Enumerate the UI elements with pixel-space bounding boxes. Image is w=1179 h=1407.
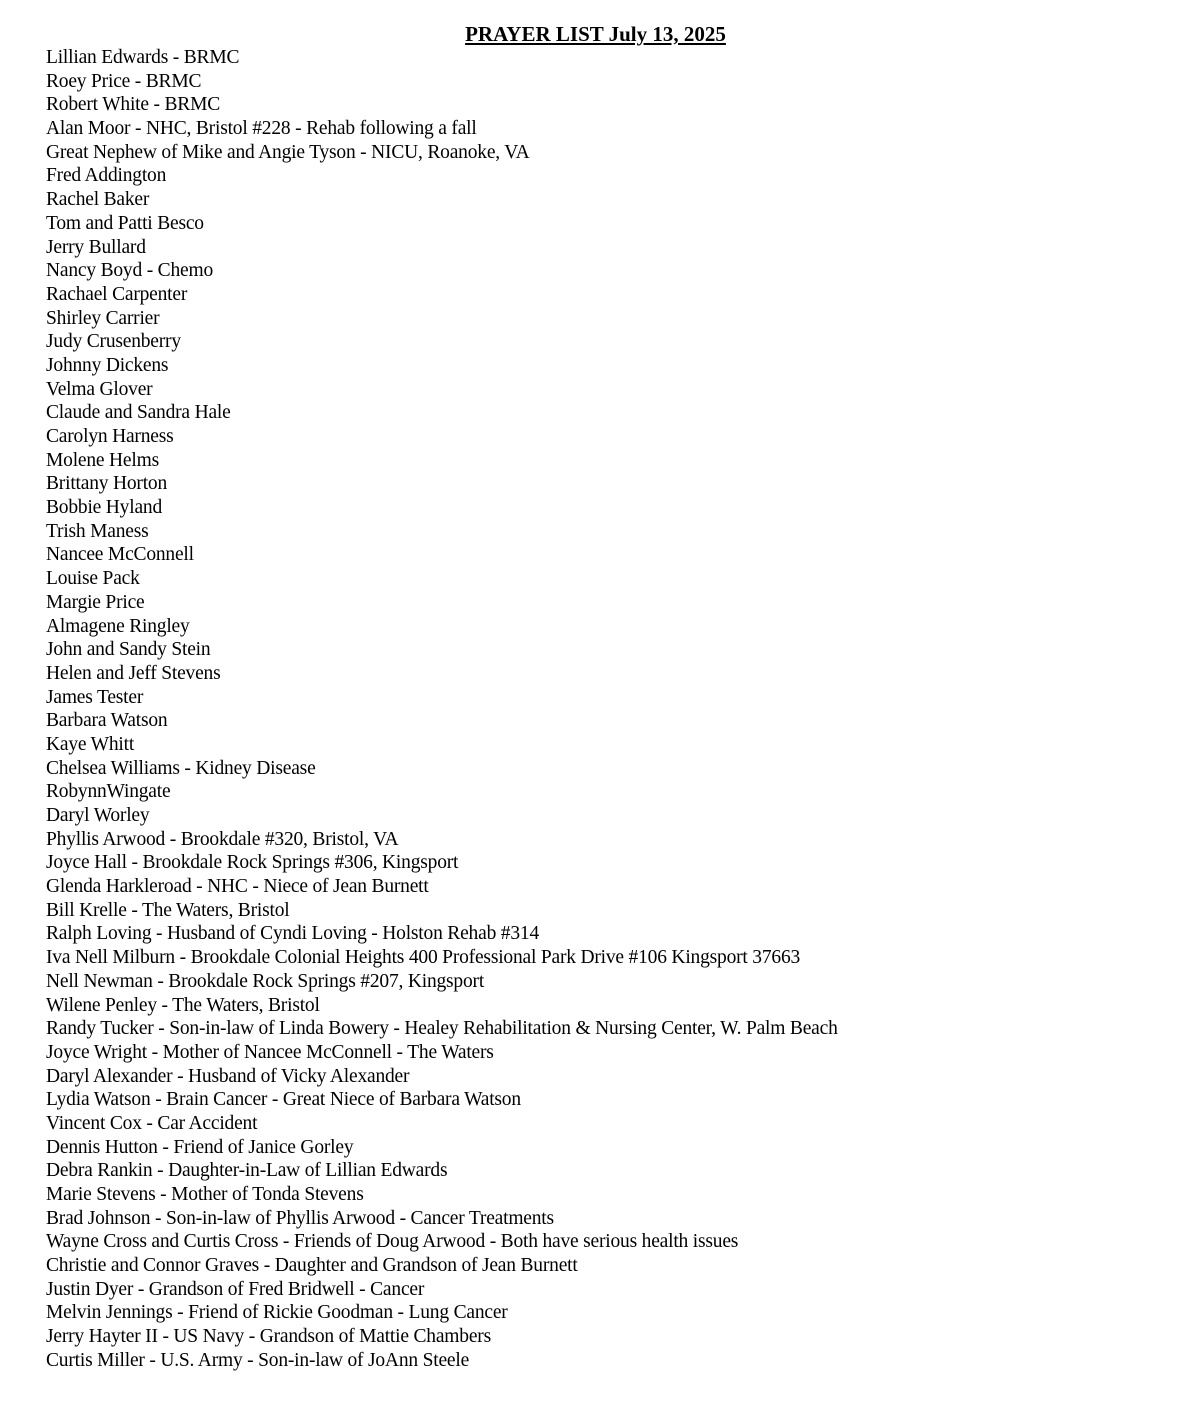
page-title: PRAYER LIST July 13, 2025 [465, 22, 726, 46]
prayer-list-entry: Barbara Watson [46, 710, 168, 732]
prayer-list-entry: Daryl Worley [46, 805, 150, 826]
prayer-list-entry: Dennis Hutton - Friend of Janice Gorley [46, 1136, 354, 1158]
prayer-list-entry: Debra Rankin - Daughter-in-Law of Lillian Edwards [46, 1160, 448, 1182]
prayer-list-entry: Nancee McConnell [46, 544, 194, 566]
prayer-list-entry: Great Nephew of Mike and Angie Tyson - NICU, Roanoke, VA [46, 141, 530, 163]
prayer-list-entry: Kaye Whitt [46, 733, 135, 755]
prayer-list-entry: Vincent Cox - Car Accident [46, 1112, 258, 1134]
prayer-list-entry: Trish Maness [46, 520, 149, 542]
prayer-list-entry: Carolyn Harness [46, 426, 174, 447]
prayer-list-entry: Fred Addington [46, 165, 167, 187]
prayer-list-entry: Melvin Jennings - Friend of Rickie Goodman - Lung Cancer [46, 1302, 508, 1324]
prayer-list-entry: John and Sandy Stein [46, 639, 211, 661]
prayer-list-entry: Nell Newman - Brookdale Rock Springs #207, Kingsport [46, 970, 485, 992]
prayer-list-entry: Joyce Wright - Mother of Nancee McConnell - The Waters [46, 1041, 494, 1063]
prayer-list-entry: Velma Glover [46, 378, 153, 400]
prayer-list-entry: James Tester [46, 686, 144, 708]
prayer-list-entry: Tom and Patti Besco [46, 212, 204, 234]
prayer-list-entry: Rachel Baker [46, 189, 150, 211]
prayer-list-entry: Robert White - BRMC [46, 94, 221, 116]
prayer-list-entry: Almagene Ringley [46, 615, 190, 637]
prayer-list-entry: Jerry Hayter II - US Navy - Grandson of Mattie Chambers [46, 1326, 491, 1348]
prayer-list-entry: Roey Price - BRMC [46, 70, 202, 92]
prayer-list-entry: Louise Pack [46, 568, 140, 590]
prayer-list-entry: Joyce Hall - Brookdale Rock Springs #306, Kingsport [46, 852, 459, 874]
prayer-list-entry: Brittany Horton [46, 473, 168, 495]
prayer-list-entry: Justin Dyer - Grandson of Fred Bridwell - Cancer [46, 1278, 425, 1300]
prayer-list-entry: Brad Johnson - Son-in-law of Phyllis Arwood - Cancer Treatments [46, 1207, 554, 1229]
prayer-list-entry: RobynnWingate [46, 781, 171, 803]
prayer-list-entry: Daryl Alexander - Husband of Vicky Alexander [46, 1065, 410, 1087]
prayer-list-entry: Ralph Loving - Husband of Cyndi Loving - Holston Rehab #314 [46, 923, 539, 945]
prayer-list-entry: Iva Nell Milburn - Brookdale Colonial Heights 400 Professional Park Drive #106 Kingsport 37663 [46, 947, 801, 969]
prayer-list-entry: Nancy Boyd - Chemo [46, 260, 213, 282]
prayer-list-entry: Lydia Watson - Brain Cancer - Great Niece of Barbara Watson [46, 1089, 521, 1111]
prayer-list-entry: Molene Helms [46, 449, 159, 471]
prayer-list-entry: Helen and Jeff Stevens [46, 662, 221, 684]
prayer-list-entry: Phyllis Arwood - Brookdale #320, Bristol, VA [46, 828, 399, 850]
prayer-list-entry: Marie Stevens - Mother of Tonda Stevens [46, 1184, 364, 1205]
prayer-list-entry: Johnny Dickens [46, 354, 169, 376]
prayer-list-entry: Judy Crusenberry [46, 331, 181, 353]
prayer-list-entry: Curtis Miller - U.S. Army - Son-in-law of JoAnn Steele [46, 1349, 470, 1371]
prayer-list [46, 46, 838, 1373]
prayer-list-entry: Margie Price [46, 591, 145, 613]
prayer-list-entry: Wayne Cross and Curtis Cross - Friends of Doug Arwood - Both have serious health issues [46, 1231, 739, 1253]
prayer-list-entry: Shirley Carrier [46, 307, 160, 329]
prayer-list-entry: Randy Tucker - Son-in-law of Linda Bowery - Healey Rehabilitation & Nursing Center, W. Palm Beach [46, 1018, 838, 1040]
prayer-list-entry: Claude and Sandra Hale [46, 402, 231, 424]
prayer-list-entry: Wilene Penley - The Waters, Bristol [46, 994, 320, 1016]
prayer-list-entry: Bobbie Hyland [46, 497, 163, 519]
prayer-list-entry: Chelsea Williams - Kidney Disease [46, 757, 316, 779]
prayer-list-entry: Rachael Carpenter [46, 283, 188, 305]
prayer-list-entry: Glenda Harkleroad - NHC - Niece of Jean Burnett [46, 876, 429, 898]
prayer-list-entry: Bill Krelle - The Waters, Bristol [46, 899, 290, 921]
prayer-list-entry: Alan Moor - NHC, Bristol #228 - Rehab following a fall [46, 118, 477, 140]
prayer-list-entry: Jerry Bullard [46, 236, 146, 258]
prayer-list-entry: Lillian Edwards - BRMC [46, 47, 240, 68]
prayer-list-entry: Christie and Connor Graves - Daughter and Grandson of Jean Burnett [46, 1255, 578, 1277]
